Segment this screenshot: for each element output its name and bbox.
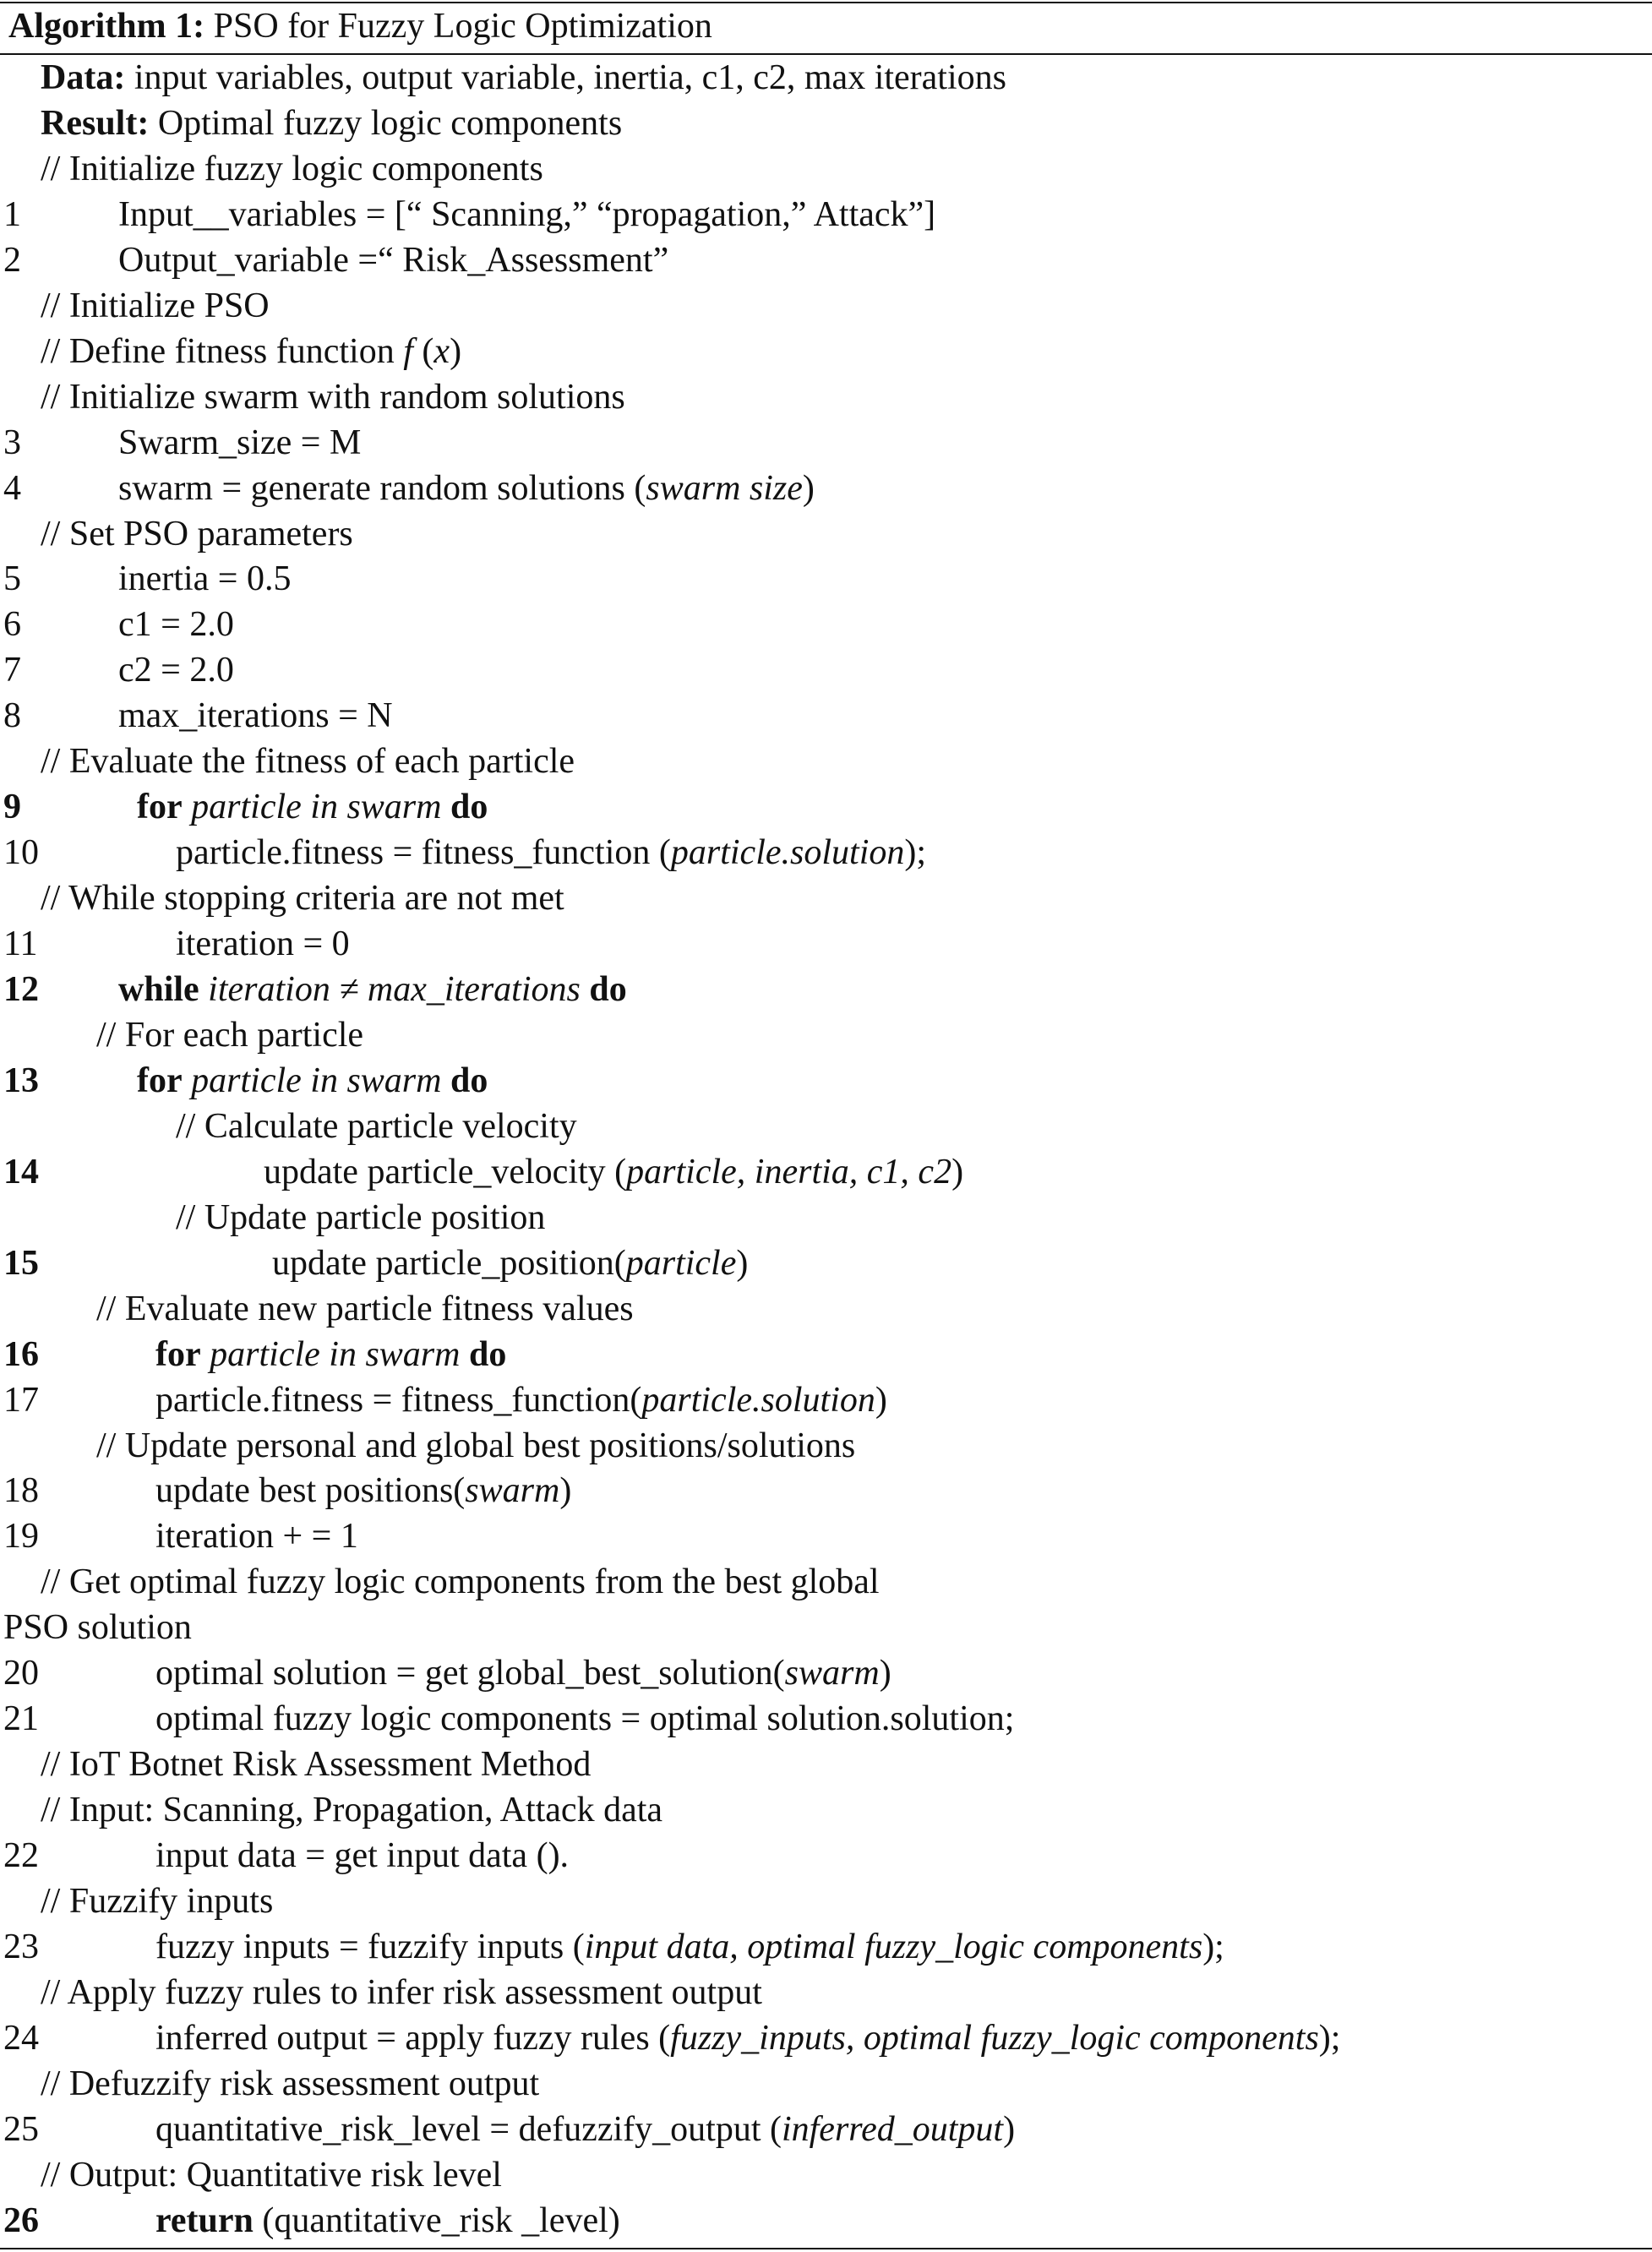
line-number: 18 [3,1471,39,1511]
line-number: 10 [3,833,39,873]
code-line [0,466,1652,511]
comment-line [0,1104,1652,1149]
line-content [41,101,622,146]
code-line [0,2107,1652,2152]
code-line [0,101,1652,146]
line-number: 9 [3,788,21,827]
line-number: 15 [3,1243,39,1283]
line-content [41,283,270,329]
line-content [155,1377,887,1423]
italic-text: swarm [784,1654,880,1693]
line-content [155,1468,571,1513]
code-line [0,192,1652,237]
italic-text: iteration ≠ max_iterations [208,970,581,1009]
text: ) [736,1243,749,1283]
line-content [118,602,234,647]
comment-line [0,283,1652,329]
comment-line [0,329,1652,374]
line-content [118,967,627,1012]
text: ); [1202,1927,1224,1966]
text: // Input: Scanning, Propagation, Attack data [41,1791,663,1830]
line-content [118,420,361,466]
line-number: 17 [3,1380,39,1420]
code-line [0,1332,1652,1377]
line-content [41,1878,273,1924]
line-content [118,466,815,511]
line-content [155,1696,1014,1742]
comment-line [0,1878,1652,1924]
line-content [96,1286,634,1332]
line-content [118,237,668,283]
line-number: 24 [3,2018,39,2058]
keyword: do [450,788,488,827]
line-content [96,1423,855,1469]
line-number: 2 [3,240,21,280]
text: update particle_position( [272,1243,626,1283]
line-content [264,1149,963,1195]
text: // Initialize fuzzy logic components [41,149,543,188]
line-content [118,647,234,693]
text [183,788,192,826]
italic-text: input data, optimal fuzzy_logic components [584,1927,1203,1966]
text: ) [802,468,815,508]
text [183,1061,192,1100]
line-content [155,2107,1015,2152]
code-line [0,1241,1652,1286]
text [460,1335,469,1374]
line-number: 19 [3,1517,39,1557]
text: // Evaluate new particle fitness values [96,1289,634,1328]
keyword: do [589,970,627,1009]
line-number: 26 [3,2200,39,2240]
line-content [155,1513,358,1559]
line-content [118,693,393,739]
italic-text: fuzzy_inputs, optimal fuzzy_logic components [670,2018,1319,2058]
text: // Calculate particle velocity [176,1106,577,1146]
line-content [155,2015,1340,2061]
text: update particle_velocity ( [264,1152,627,1191]
keyword: while [118,970,199,1009]
text: quantitative_risk_level = defuzzify_output ( [155,2109,782,2149]
text: ) [1003,2109,1016,2149]
line-number: 20 [3,1654,39,1693]
italic-text: particle, inertia, c1, c2 [626,1152,952,1191]
line-number: 11 [3,924,38,964]
line-content [41,146,543,192]
line-number: 8 [3,696,21,736]
line-number: 7 [3,651,21,690]
line-content [41,2061,539,2107]
line-content [41,55,1006,101]
code-line [0,1149,1652,1195]
line-number: 1 [3,194,21,234]
bottom-rule [0,2248,1652,2249]
comment-line [0,1787,1652,1833]
text: fuzzy inputs = fuzzify inputs ( [155,1927,585,1966]
line-content [155,1833,569,1878]
text [441,788,450,826]
comment-line [0,1286,1652,1332]
code-line [0,1513,1652,1559]
text: // Defuzzify risk assessment output [41,2064,540,2103]
text: ); [904,833,927,873]
text: // Initialize PSO [41,286,270,325]
line-content [41,329,461,374]
text: Optimal fuzzy logic components [149,103,623,143]
text: // Apply fuzzy rules to infer risk assessment output [41,1972,762,2012]
code-line [0,1924,1652,1970]
italic-text: f [403,331,413,371]
text: particle.fitness = fitness_function( [155,1380,642,1420]
code-line [0,420,1652,466]
comment-line [0,1970,1652,2015]
code-line [0,55,1652,101]
line-number: 21 [3,1699,39,1739]
line-number: 12 [3,970,39,1009]
line-content [176,830,926,875]
text: c2 = 2.0 [118,651,234,690]
comment-line [0,739,1652,784]
line-number: 16 [3,1334,39,1374]
code-line [0,2015,1652,2061]
italic-text: particle.solution [641,1380,875,1420]
comment-line [0,1195,1652,1241]
keyword: Result: [41,103,150,143]
text [581,970,590,1009]
text [199,970,209,1009]
text: // While stopping criteria are not met [41,879,564,919]
text: // Define fitness function [41,331,404,371]
code-line [0,830,1652,875]
line-content [118,192,935,237]
comment-line [0,2152,1652,2198]
text: ) [559,1471,572,1511]
code-line [0,602,1652,647]
code-line [0,1650,1652,1696]
text: // Update particle position [176,1197,546,1237]
text: c1 = 2.0 [118,605,234,645]
line-content [41,1787,662,1833]
line-content [41,2152,502,2198]
italic-text: inferred_output [781,2109,1004,2149]
code-line [0,1833,1652,1878]
line-number: 5 [3,559,21,599]
text: ) [450,331,462,371]
code-line [0,2198,1652,2244]
line-content [155,1332,506,1377]
comment-line [0,1559,1652,1605]
algorithm-label: Algorithm 1: [8,7,205,46]
text: // Initialize swarm with random solutions [41,377,625,417]
code-line [0,1468,1652,1513]
algorithm-title-text: PSO for Fuzzy Logic Optimization [213,7,712,46]
text: Input__variables = [“ Scanning,” “propagation,” Attack”] [118,194,936,234]
line-content [41,739,575,784]
comment-line [0,146,1652,192]
line-number: 25 [3,2109,39,2149]
line-content [3,1605,192,1650]
text: // IoT Botnet Risk Assessment Method [41,1745,592,1785]
text: inferred output = apply fuzzy rules ( [155,2018,671,2058]
code-line [0,784,1652,830]
text: // Set PSO parameters [41,514,353,553]
text: ); [1318,2018,1341,2058]
text [441,1061,450,1100]
text: swarm = generate random solutions ( [118,468,646,508]
comment-line [0,374,1652,420]
italic-text: particle.solution [670,833,905,873]
line-content [137,1058,488,1104]
text: // Update personal and global best positions/solutions [96,1426,856,1465]
text: PSO solution [3,1608,192,1648]
text: iteration = 0 [176,924,350,964]
text: update best positions( [155,1471,466,1511]
keyword: for [155,1334,201,1374]
line-content [176,1195,545,1241]
keyword: return [155,2200,254,2240]
text: // Fuzzify inputs [41,1882,274,1921]
italic-text: particle in swarm [210,1334,461,1374]
line-content [155,1650,891,1696]
line-number: 14 [3,1152,39,1191]
keyword: for [137,788,183,827]
text: input data = get input data (). [155,1836,570,1876]
line-content [118,556,291,602]
line-content [41,875,564,921]
code-line [0,1696,1652,1742]
algorithm-title [8,3,712,49]
italic-text: particle [625,1243,737,1283]
line-content [41,1559,880,1605]
code-line [0,647,1652,693]
code-line [0,1058,1652,1104]
comment-line [0,1742,1652,1787]
line-content [155,2198,620,2244]
code-line [0,967,1652,1012]
text: iteration + = 1 [155,1517,358,1557]
code-line [0,1377,1652,1423]
comment-line [0,1423,1652,1469]
text: max_iterations = N [118,696,393,736]
text: ) [875,1380,887,1420]
line-content [137,784,488,830]
italic-text: particle in swarm [191,1061,442,1100]
line-content [272,1241,748,1286]
line-content [41,511,353,557]
text: Swarm_size = M [118,423,362,462]
text: particle.fitness = fitness_function ( [176,833,671,873]
italic-text: particle in swarm [191,788,442,827]
italic-text: x [433,331,450,371]
code-line [0,921,1652,967]
line-number: 4 [3,468,21,508]
text: // Evaluate the fitness of each particle [41,742,575,782]
text: inertia = 0.5 [118,559,292,599]
text: optimal solution = get global_best_solution( [155,1654,785,1693]
text: // For each particle [96,1015,364,1055]
text: ) [879,1654,891,1693]
text: input variables, output variable, inertia, c1, c2, max iterations [125,58,1006,97]
text: // Get optimal fuzzy logic components from the best global [41,1562,880,1602]
text [201,1335,210,1374]
line-number: 3 [3,423,21,462]
comment-line [0,1012,1652,1058]
italic-text: swarm size [646,468,803,508]
keyword: for [137,1061,183,1100]
line-content [155,1924,1224,1970]
line-content [41,374,625,420]
keyword: do [468,1334,507,1374]
line-content [41,1970,762,2015]
comment-line [0,511,1652,557]
keyword: Data: [41,58,126,97]
text: Output_variable =“ Risk_Assessment” [118,240,669,280]
keyword: do [450,1061,488,1100]
italic-text: swarm [465,1471,560,1511]
text: optimal fuzzy logic components = optimal solution.solution; [155,1699,1015,1739]
comment-line [0,2061,1652,2107]
line-number: 6 [3,605,21,645]
comment-line [0,875,1652,921]
code-line [0,237,1652,283]
text: // Output: Quantitative risk level [41,2155,502,2195]
line-number: 23 [3,1927,39,1966]
text: ) [951,1152,964,1191]
line-content [41,1742,591,1787]
line-number: 13 [3,1061,39,1100]
comment-line [0,1605,1652,1650]
line-number: 22 [3,1836,39,1876]
line-content [176,1104,577,1149]
text: (quantitative_risk _level) [253,2200,620,2240]
text: ( [412,331,434,371]
code-line [0,556,1652,602]
code-line [0,693,1652,739]
line-content [176,921,350,967]
line-content [96,1012,363,1058]
